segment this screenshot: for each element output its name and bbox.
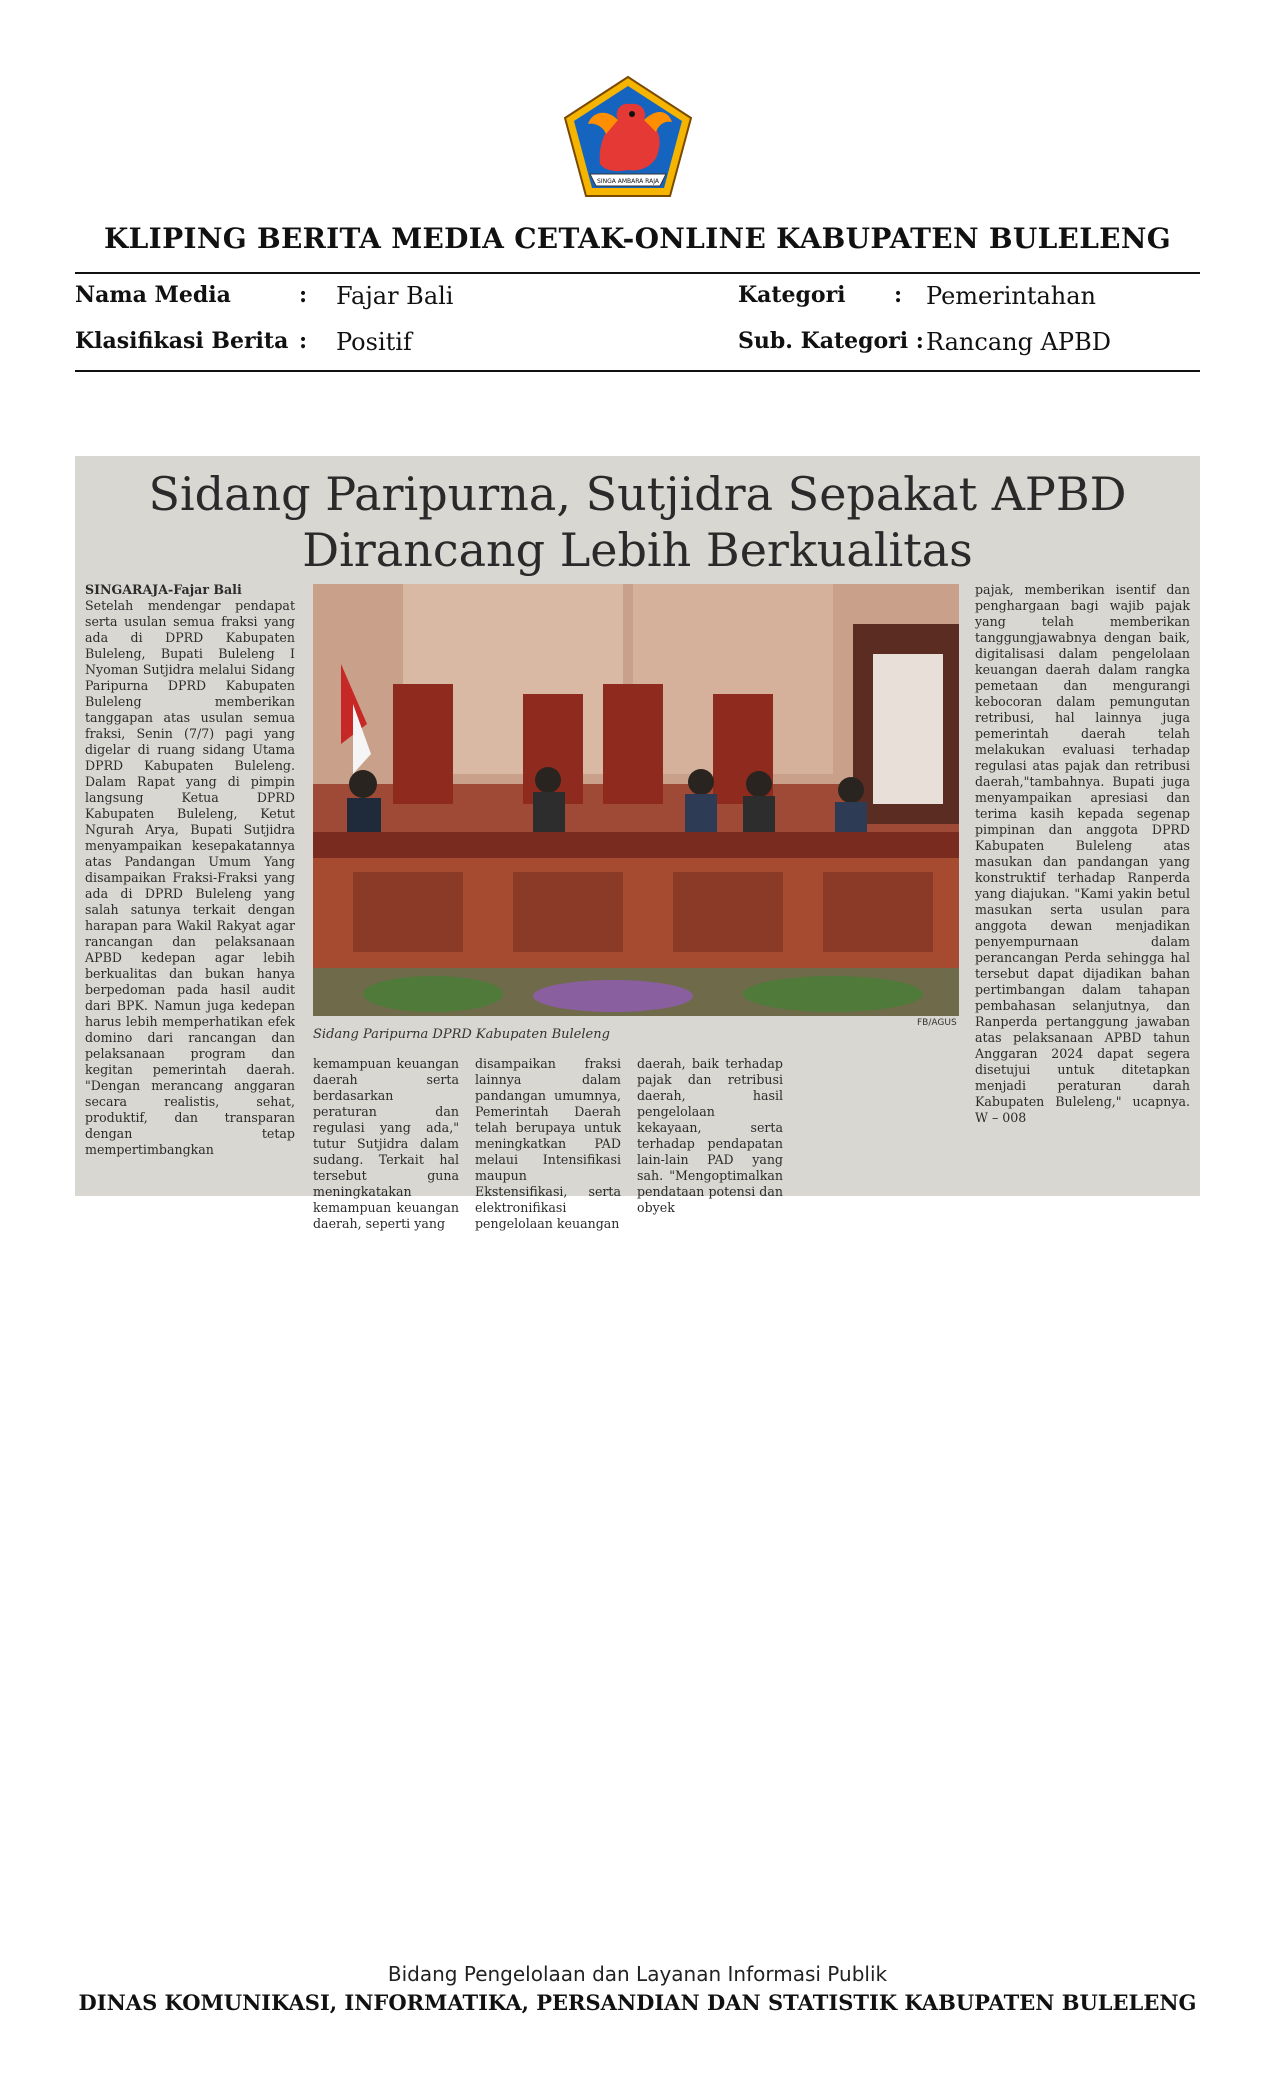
sub-kategori-label: Sub. Kategori : [738,328,924,354]
nama-media-value: Fajar Bali [336,282,454,310]
article-column-5: pajak, memberikan isentif dan penghargaan bagi wajib pajak yang telah memberikan tanggungjawabnya dengan baik, digitalisasi dalam pengelolaan keuangan daerah dalam rangka pemetaan dan mengurangi kebocoran dalam pemungutan retribusi, hal lainnya juga pemerintah daerah telah melakukan evaluasi terhadap regulasi atas pajak dan retribusi daerah,"tambahnya. Bupati juga menyampaikan apresiasi dan terima kasih kepada segenap pimpinan dan anggota DPRD Kabupaten Buleleng atas masukan dan pandangan yang konstruktif terhadap Ranperda yang diajukan. "Kami yakin betul masukan serta usulan para anggota dewan menjadikan penyempurnaan dalam perancangan Perda sehingga hal tersebut dapat dijadikan bahan pertimbangan dalam tahapan pembahasan selanjutnya, dan Ranperda pertanggung jawaban atas pelaksanaan APBD tahun Anggaran 2024 dapat segera disetujui untuk ditetapkan menjadi peraturan darah Kabupaten Buleleng," ucapnya. W – 008 [975,582,1190,1125]
headline-line-1: Sidang Paripurna, Sutjidra Sepakat APBD [148,467,1127,521]
article-column-1 [85,582,295,1182]
article-column-4: daerah, baik terhadap pajak dan retribusi daerah, hasil pengelolaan kekayaan, serta terhadap pendapatan lain-lain PAD yang sah. "Mengoptimalkan pendataan potensi dan obyek [637,1056,783,1215]
headline-line-2: Dirancang Lebih Berkualitas [302,523,973,577]
meta-divider [75,370,1200,372]
footer-department: Bidang Pengelolaan dan Layanan Informasi Publik [387,1962,888,1986]
kategori-label: Kategori [738,282,846,308]
klasifikasi-value: Positif [336,328,412,356]
article-headline [75,466,1200,578]
footer-agency: DINAS KOMUNIKASI, INFORMATIKA, PERSANDIAN DAN STATISTIK KABUPATEN BULELENG [78,1990,1197,2015]
news-clipping [75,456,1200,1231]
nama-media-colon: : [299,282,308,308]
klasifikasi-colon: : [299,328,308,354]
sub-kategori-value: Rancang APBD [926,328,1111,356]
photo-credit: FB/AGUS [917,1018,957,1028]
article-dateline: SINGARAJA-Fajar Bali [85,582,242,597]
klasifikasi-label: Klasifikasi Berita [75,328,289,354]
nama-media-label: Nama Media [75,282,231,308]
article-column-3: disampaikan fraksi lainnya dalam pandangan umumnya, Pemerintah Daerah telah berupaya untuk meningkatkan PAD melaui Intensifikasi maupun Ekstensifikasi, serta elektronifikasi pengelolaan keuangan [475,1056,621,1231]
buleleng-crest-logo [560,74,696,200]
photo-caption: Sidang Paripurna DPRD Kabupaten Buleleng [313,1027,610,1042]
article-photo [313,584,959,1016]
kategori-value: Pemerintahan [926,282,1097,310]
article-column-1-text: Setelah mendengar pendapat serta usulan semua fraksi yang ada di DPRD Kabupaten Buleleng, Bupati Buleleng I Nyoman Sutjidra melalui Sidang Paripurna DPRD Kabupaten Buleleng memberikan tanggapan atas usulan semua fraksi, Senin (7/7) pagi yang digelar di ruang sidang Utama DPRD Kabupaten Buleleng. Dalam Rapat yang di pimpin langsung Ketua DPRD Kabupaten Buleleng, Ketut Ngurah Arya, Bupati Sutjidra menyampaikan kesepakatannya atas Pandangan Umum Yang disampaikan Fraksi-Fraksi yang ada di DPRD Buleleng yang salah satunya terkait dengan harapan para Wakil Rakyat agar rancangan dan pelaksanaan APBD kedepan agar lebih berkualitas dan bukan hanya berpedoman pada hasil audit dari BPK. Namun juga kedepan harus lebih memperhatikan efek domino dari rancangan dan pelaksanaan program dan kegitan pemerintah daerah. "Dengan merancang anggaran secara realistis, sehat, produktif, dan transparan dengan tetap mempertimbangkan [85,598,295,1157]
session-photo-illustration [313,584,959,1016]
page-title: KLIPING BERITA MEDIA CETAK-ONLINE KABUPATEN BULELENG [104,222,1171,255]
kategori-colon: : [894,282,903,308]
crest-motto: SINGA AMBARA RAJA [597,178,659,185]
title-divider [75,272,1200,274]
article-column-2: kemampuan keuangan daerah serta berdasarkan peraturan dan regulasi yang ada," tutur Sutjidra dalam sudang. Terkait hal tersebut guna meningkatakan kemampuan keuangan daerah, seperti yang [313,1056,459,1231]
